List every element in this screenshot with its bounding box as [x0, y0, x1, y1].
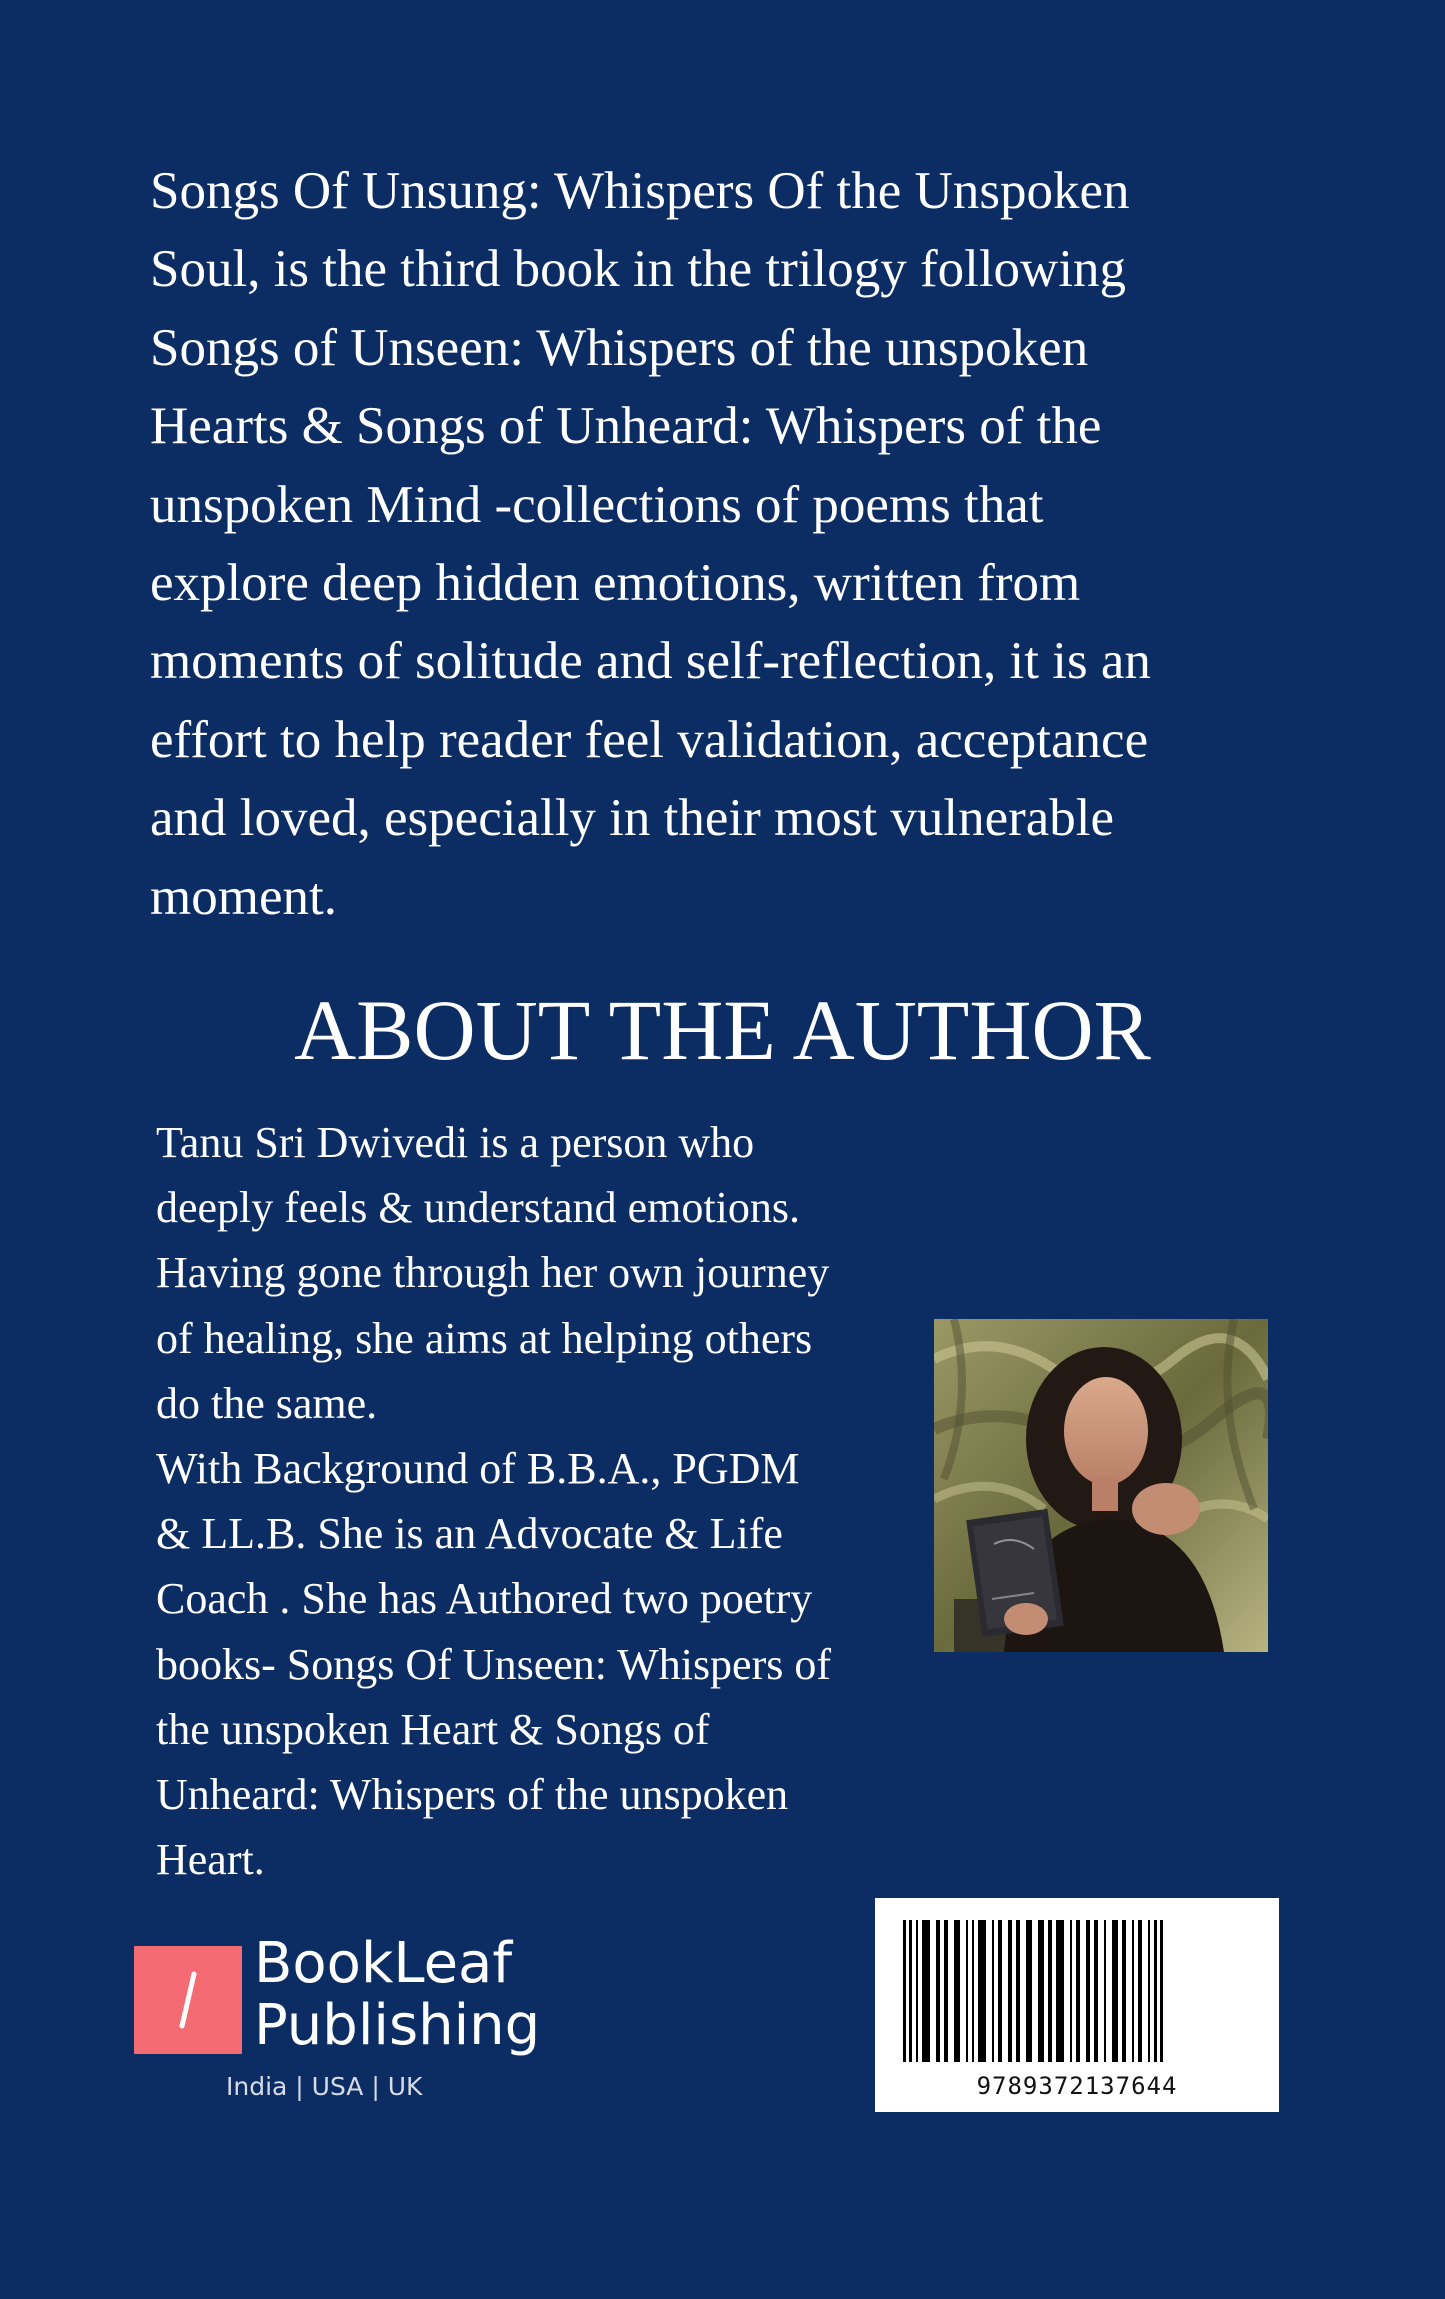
book-blurb — [150, 152, 1330, 936]
barcode-bar — [944, 1920, 948, 2062]
barcode-bar — [936, 1920, 940, 2062]
blurb-line: Soul, is the third book in the trilogy following — [150, 240, 1127, 299]
author-bio — [156, 1110, 936, 1892]
blurb-line: Songs Of Unsung: Whispers Of the Unspoken — [150, 162, 1130, 220]
slash-icon — [134, 1946, 242, 2054]
barcode-bar — [992, 1920, 994, 2062]
barcode-bar — [1048, 1920, 1052, 2062]
publisher-name-line2: Publishing — [254, 1993, 541, 2058]
barcode-bar — [903, 1920, 906, 2062]
barcode-bar — [909, 1920, 912, 2062]
bio-line: Coach . She has Authored two poetry — [156, 1574, 813, 1624]
blurb-line: Songs of Unseen: Whispers of the unspoken — [150, 318, 1089, 377]
isbn-number: 9789372137644 — [976, 2072, 1178, 2100]
barcode-bar — [1132, 1920, 1134, 2062]
author-photo — [934, 1319, 1268, 1652]
barcode-bar — [1056, 1920, 1064, 2062]
publisher-name — [254, 1933, 540, 2057]
barcode-bar — [1112, 1920, 1118, 2062]
barcode-bar — [1154, 1920, 1157, 2062]
bio-line: Heart. — [156, 1835, 265, 1885]
barcode-bar — [972, 1920, 974, 2062]
barcode-bar — [1086, 1920, 1090, 2062]
barcode-bar — [1094, 1920, 1098, 2062]
barcode-bar — [1076, 1920, 1080, 2062]
bio-line: deeply feels & understand emotions. — [156, 1183, 800, 1233]
blurb-line: moments of solitude and self-reflection, it is an — [150, 632, 1151, 691]
barcode-bar — [954, 1920, 960, 2062]
blurb-line: explore deep hidden emotions, written from — [150, 554, 1081, 613]
bio-line: do the same. — [156, 1378, 378, 1428]
blurb-line: unspoken Mind -collections of poems that — [150, 475, 1044, 534]
barcode-bar — [1122, 1920, 1126, 2062]
bio-line: the unspoken Heart & Songs of — [156, 1704, 710, 1754]
barcode-bar — [1038, 1920, 1044, 2062]
barcode-bar — [966, 1920, 968, 2062]
barcode-bar — [998, 1920, 1002, 2062]
bio-line: Unheard: Whispers of the unspoken — [156, 1770, 789, 1820]
bio-line: of healing, she aims at helping others — [156, 1313, 813, 1363]
barcode-bar — [1008, 1920, 1012, 2062]
bio-line: Tanu Sri Dwivedi is a person who — [156, 1118, 755, 1167]
bio-line: books- Songs Of Unseen: Whispers of — [156, 1639, 832, 1689]
publisher-logo-mark — [134, 1946, 242, 2054]
blurb-line: effort to help reader feel validation, acceptance — [150, 710, 1149, 769]
blurb-line: moment. — [150, 867, 337, 926]
barcode-bar — [922, 1920, 930, 2062]
publisher-name-line1: BookLeaf — [254, 1931, 513, 1996]
bio-line: & LL.B. She is an Advocate & Life — [156, 1509, 783, 1559]
barcode-bar — [1070, 1920, 1072, 2062]
bio-line: With Background of B.B.A., PGDM — [156, 1444, 800, 1494]
about-author-heading: ABOUT THE AUTHOR — [294, 982, 1151, 1078]
barcode-bar — [916, 1920, 918, 2062]
barcode-bar — [1160, 1920, 1163, 2062]
publisher-regions: India | USA | UK — [226, 2072, 423, 2101]
barcode-bar — [1148, 1920, 1150, 2062]
blurb-line: Hearts & Songs of Unheard: Whispers of the — [150, 397, 1102, 456]
bio-line: Having gone through her own journey — [156, 1248, 830, 1298]
barcode-bar — [1138, 1920, 1142, 2062]
blurb-line: and loved, especially in their most vulnerable — [150, 789, 1115, 848]
barcode-bar — [1104, 1920, 1106, 2062]
barcode-bar — [978, 1920, 986, 2062]
isbn-barcode — [875, 1898, 1279, 2112]
barcode-bar — [1016, 1920, 1020, 2062]
barcode-bar — [1026, 1920, 1032, 2062]
